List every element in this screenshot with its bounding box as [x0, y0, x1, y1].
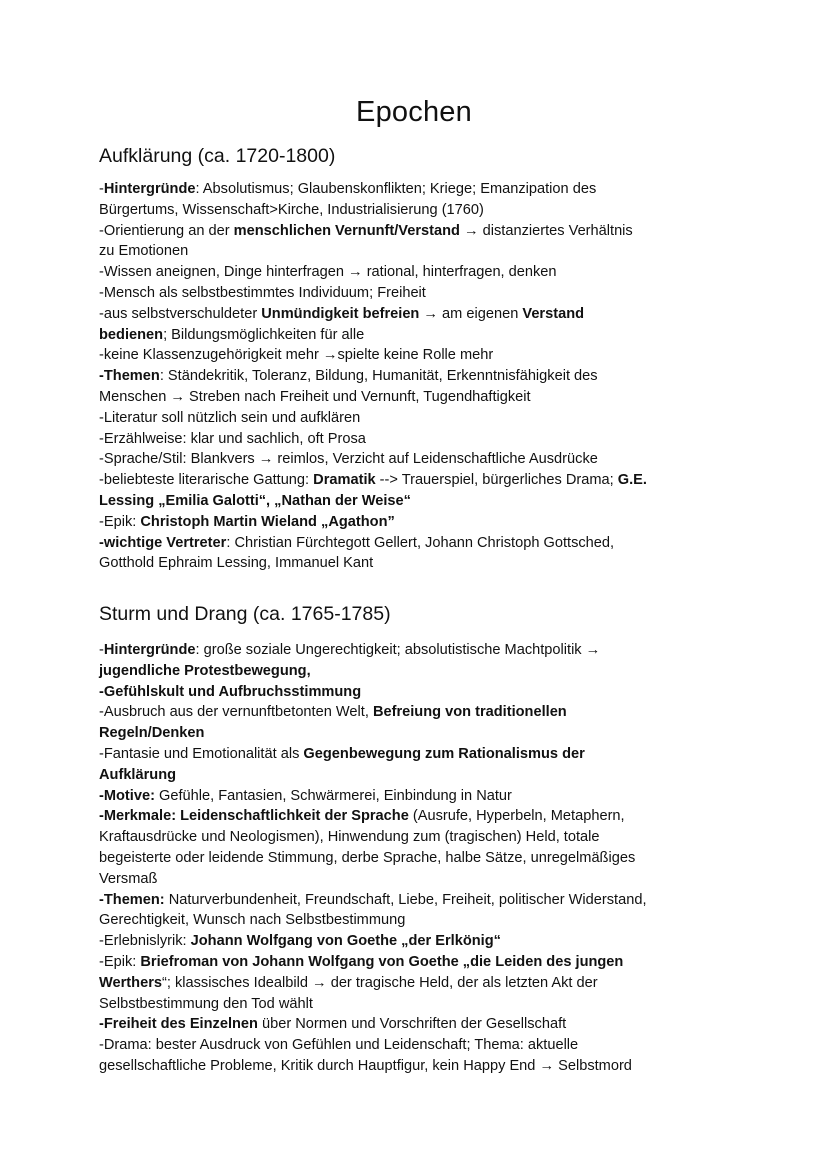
bold-text: Regeln/Denken [99, 725, 205, 742]
text-segment: : große soziale Ungerechtigkeit; absolutistische Machtpolitik → [195, 642, 601, 658]
text-segment: ; Bildungsmöglichkeiten für alle [163, 326, 365, 343]
bold-text: Hintergründe [103, 642, 196, 658]
text-segment: Kraftausdrücke und Neologismen), Hinwendung zum (tragischen) Held, totale [99, 829, 600, 846]
text-line [99, 283, 739, 304]
bold-text: Hintergründe [103, 181, 196, 197]
text-line [99, 910, 739, 931]
bold-text: menschlichen Vernunft/Verstand [233, 222, 460, 239]
text-line [99, 553, 739, 574]
text-line [99, 325, 739, 346]
text-line [99, 1035, 739, 1056]
text-line [99, 221, 739, 242]
bold-text: Verstand [522, 305, 585, 322]
text-line [99, 1014, 739, 1035]
text-segment: -Erlebnislyrik: [99, 933, 191, 950]
text-line [99, 366, 739, 387]
text-segment: -Epik: [99, 953, 141, 970]
text-segment: über Normen und Vorschriften der Gesellschaft [257, 1016, 567, 1033]
text-segment: -beliebteste literarische Gattung: [99, 472, 314, 489]
text-line [99, 429, 739, 450]
text-segment: - [99, 181, 104, 197]
text-segment: → distanziertes Verhältnis [459, 222, 633, 239]
text-segment: Naturverbundenheit, Freundschaft, Liebe, Freiheit, politischer Widerstand, [164, 891, 647, 908]
bold-text: jugendliche Protestbewegung, [99, 662, 311, 679]
text-line [99, 179, 739, 200]
text-segment: -Erzählweise: klar und sachlich, oft Prosa [99, 430, 366, 447]
bold-text: -Gefühlskult und Aufbruchsstimmung [99, 683, 362, 700]
text-segment: -Wissen aneignen, Dinge hinterfragen → rational, hinterfragen, denken [99, 264, 557, 281]
text-segment: begeisterte oder leidende Stimmung, derbe Sprache, halbe Sätze, unregelmäßiges [99, 849, 636, 866]
text-line [99, 262, 739, 283]
bold-text: -Merkmale: Leidenschaftlichkeit der Sprache [99, 808, 409, 825]
text-line [99, 533, 739, 554]
bold-text: Unmündigkeit befreien [261, 305, 420, 322]
text-line [99, 1056, 739, 1077]
bold-text: bedienen [99, 326, 164, 343]
text-segment: gesellschaftliche Probleme, Kritik durch Hauptfigur, kein Happy End → Selbstmord [99, 1057, 632, 1074]
text-segment: Gerechtigkeit, Wunsch nach Selbstbestimmung [99, 912, 406, 929]
text-line [99, 640, 739, 661]
text-line [99, 491, 739, 512]
bold-text: Briefroman von Johann Wolfgang von Goethe „die Leiden des jungen [140, 953, 624, 970]
text-line [99, 848, 739, 869]
text-segment: -Fantasie und Emotionalität als [99, 745, 304, 762]
text-line [99, 744, 739, 765]
text-line [99, 702, 739, 723]
text-line [99, 994, 739, 1015]
text-segment: : Ständekritik, Toleranz, Bildung, Humanität, Erkenntnisfähigkeit des [159, 368, 598, 385]
section-heading-sturm-und-drang: Sturm und Drang (ca. 1765-1785) [99, 603, 391, 625]
text-segment: zu Emotionen [99, 243, 189, 260]
bold-text: Johann Wolfgang von Goethe „der Erlkönig“ [190, 933, 501, 950]
bold-text: -Motive: [99, 787, 155, 804]
text-segment: (Ausrufe, Hyperbeln, Metaphern, [408, 808, 625, 825]
text-segment: Bürgertums, Wissenschaft>Kirche, Industrialisierung (1760) [99, 201, 484, 218]
text-line [99, 241, 739, 262]
text-segment: -Mensch als selbstbestimmtes Individuum; Freiheit [99, 284, 426, 301]
bold-text: G.E. [617, 472, 647, 489]
bold-text: -wichtige Vertreter [99, 534, 227, 551]
text-line [99, 345, 739, 366]
text-segment: -Sprache/Stil: Blankvers → reimlos, Verzicht auf Leidenschaftliche Ausdrücke [99, 451, 598, 468]
bold-text: -Themen [99, 368, 160, 385]
bold-text: -Freiheit des Einzelnen [99, 1016, 258, 1033]
text-segment: Selbstbestimmung den Tod wählt [99, 995, 313, 1012]
text-line [99, 890, 739, 911]
bold-text: Gegenbewegung zum Rationalismus der [303, 745, 585, 762]
text-segment: : Christian Fürchtegott Gellert, Johann Christoph Gottsched, [226, 534, 615, 551]
text-segment: -Epik: [99, 513, 141, 530]
page-title: Epochen [356, 96, 472, 128]
bold-text: Christoph Martin Wieland „Agathon” [140, 513, 395, 530]
text-segment: Menschen → Streben nach Freiheit und Vernunft, Tugendhaftigkeit [99, 388, 531, 405]
text-segment: : Absolutismus; Glaubenskonflikten; Kriege; Emanzipation des [195, 181, 597, 197]
section-body-aufklaerung [99, 179, 739, 574]
text-line [99, 827, 739, 848]
text-segment: -keine Klassenzugehörigkeit mehr →spielte keine Rolle mehr [99, 347, 494, 364]
text-line [99, 952, 739, 973]
text-line [99, 682, 739, 703]
text-line [99, 449, 739, 470]
text-segment: - [99, 642, 104, 658]
bold-text: Lessing „Emilia Galotti“, „Nathan der Weise“ [99, 492, 411, 509]
text-line [99, 470, 739, 491]
text-line [99, 723, 739, 744]
text-line [99, 931, 739, 952]
text-line [99, 408, 739, 429]
text-segment: “; klassisches Idealbild → der tragische Held, der als letzten Akt der [162, 974, 598, 991]
bold-text: Dramatik [313, 472, 376, 489]
text-segment: -Ausbruch aus der vernunftbetonten Welt, [99, 704, 373, 721]
text-line [99, 765, 739, 786]
bold-text: Befreiung von traditionellen [372, 704, 567, 721]
text-line [99, 973, 739, 994]
text-line [99, 661, 739, 682]
text-line [99, 869, 739, 890]
bold-text: Werthers [99, 974, 162, 991]
text-segment: Gefühle, Fantasien, Schwärmerei, Einbindung in Natur [154, 787, 512, 804]
text-line [99, 304, 739, 325]
text-line [99, 387, 739, 408]
bold-text: Aufklärung [99, 766, 177, 783]
text-line [99, 786, 739, 807]
text-segment: -Drama: bester Ausdruck von Gefühlen und Leidenschaft; Thema: aktuelle [99, 1037, 579, 1054]
text-segment: -aus selbstverschuldeter [99, 305, 262, 322]
bold-text: -Themen: [99, 891, 165, 908]
text-segment: --> Trauerspiel, bürgerliches Drama; [375, 472, 618, 489]
section-heading-aufklaerung: Aufklärung (ca. 1720-1800) [99, 145, 336, 167]
text-line [99, 200, 739, 221]
text-segment: → am eigenen [419, 305, 523, 322]
section-body-sturm-und-drang [99, 640, 739, 1077]
text-segment: Versmaß [99, 870, 158, 887]
text-segment: -Orientierung an der [99, 222, 234, 239]
text-segment: -Literatur soll nützlich sein und aufklären [99, 409, 361, 426]
text-line [99, 806, 739, 827]
text-line [99, 512, 739, 533]
text-segment: Gotthold Ephraim Lessing, Immanuel Kant [99, 555, 374, 572]
